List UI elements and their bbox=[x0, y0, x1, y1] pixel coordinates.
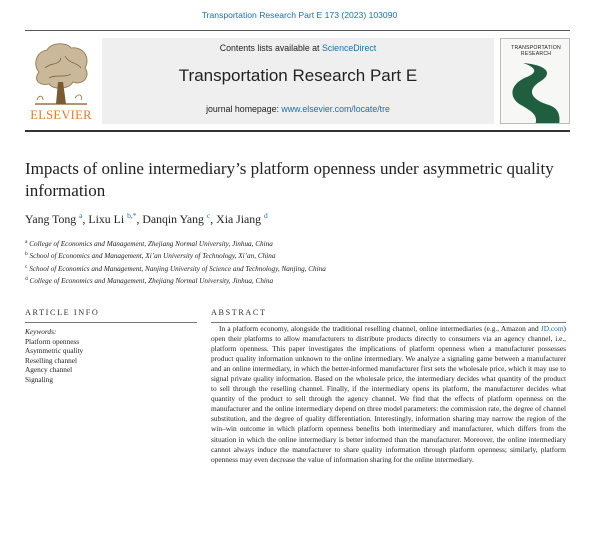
author-separator: , bbox=[210, 212, 217, 226]
affiliation bbox=[25, 262, 326, 274]
contents-line bbox=[102, 43, 494, 53]
keyword: Signaling bbox=[25, 374, 53, 384]
cover-road-graphic-icon bbox=[501, 39, 570, 124]
masthead-center bbox=[102, 38, 494, 124]
abstract-heading: ABSTRACT bbox=[211, 308, 267, 317]
elsevier-wordmark: ELSEVIER bbox=[30, 108, 92, 122]
article-info-rule bbox=[25, 322, 197, 323]
author-affil-mark[interactable]: d bbox=[264, 211, 268, 220]
keywords-label: Keywords: bbox=[25, 327, 57, 336]
keyword: Asymmetric quality bbox=[25, 346, 84, 356]
homepage-line bbox=[102, 104, 494, 114]
journal-cover-thumbnail[interactable] bbox=[500, 38, 570, 124]
author-name: Danqin Yang bbox=[142, 212, 204, 226]
author-name: Lixu Li bbox=[88, 212, 125, 226]
author[interactable] bbox=[88, 212, 136, 226]
homepage-prefix: journal homepage: bbox=[206, 104, 282, 114]
author-separator: , bbox=[136, 212, 143, 226]
abstract-text-start: In a platform economy, alongside the traditional reselling channel, online intermediaries (e.g., Amazon and bbox=[219, 324, 541, 333]
article-info-heading: ARTICLE INFO bbox=[25, 308, 100, 317]
abstract-text-rest: ) open their platforms to allow manufacturers to distribute products directly to consumers via an agency channel, i.e., platform openness. This paper investigates the implications of platform openness when a manufacturer possesses product quality information unknown to the online intermediary. We analyze a signaling game between a manufacturer and an online intermediary, in which the better-informed manufacturer first sets the wholesale price, which it may use to signal private quality information. Based on the wholesale price, the intermediary decides what quantity of the product to sell through the reselling channel. Finally, if the intermediary opens its platform, the manufacturer decides what quantity of the product to sell through the agency channel. We find that the effects of platform openness on the manufacturer and the online intermediary depend on three model parameters: the commission rate, the degree of channel substitution, and the degree of quality differentiation. Interestingly, information sharing may narrow the region of the win–win outcome in which platform openness benefits both intermediary and manufacturer, which differs from the situation in which the online intermediary is better informed than the manufacturer. Moreover, the online intermediary cannot always induce the manufacturer to share quality information through platform openness; similarly, platform openness may even decrease the value of information sharing for the online intermediary. bbox=[211, 324, 566, 464]
affiliation-mark: b bbox=[25, 251, 28, 258]
author-list bbox=[25, 211, 268, 227]
author-name: Xia Jiang bbox=[216, 212, 262, 226]
author-affil-mark[interactable]: b,* bbox=[127, 211, 137, 220]
affiliation-list bbox=[25, 237, 326, 287]
keyword: Reselling channel bbox=[25, 355, 78, 365]
author[interactable] bbox=[216, 212, 268, 226]
keywords-block bbox=[25, 327, 83, 385]
author-affil-mark[interactable]: a bbox=[79, 211, 83, 220]
contents-prefix: Contents lists available at bbox=[219, 43, 322, 53]
cover-title-line1: TRANSPORTATION bbox=[511, 45, 561, 51]
masthead-bottom-rule bbox=[25, 130, 570, 132]
author-name: Yang Tong bbox=[25, 212, 77, 226]
journal-title: Transportation Research Part E bbox=[178, 66, 418, 85]
affiliation-mark: c bbox=[25, 263, 28, 270]
author-separator: , bbox=[82, 212, 89, 226]
author[interactable] bbox=[25, 212, 82, 226]
jd-link[interactable]: JD.com bbox=[540, 324, 564, 333]
cover-title-line2: RESEARCH bbox=[520, 51, 552, 57]
affiliation-text: College of Economics and Management, Zhejiang Normal University, Jinhua, China bbox=[29, 277, 274, 286]
journal-homepage-link[interactable]: www.elsevier.com/locate/tre bbox=[281, 104, 390, 114]
affiliation bbox=[25, 249, 326, 261]
affiliation bbox=[25, 274, 326, 286]
affiliation-text: College of Economics and Management, Zhejiang Normal University, Jinhua, China bbox=[29, 240, 273, 248]
author[interactable] bbox=[142, 212, 210, 226]
sciencedirect-link[interactable]: ScienceDirect bbox=[321, 43, 377, 53]
affiliation-text: School of Economics and Management, Xi’an University of Technology, Xi’an, China bbox=[29, 252, 276, 261]
keyword: Platform openness bbox=[25, 336, 80, 346]
article-title: Impacts of online intermediary’s platform openness under asymmetric quality information bbox=[25, 159, 554, 200]
author-affil-mark[interactable]: c bbox=[206, 211, 211, 220]
journal-reference[interactable]: Transportation Research Part E 173 (2023) 103090 bbox=[201, 10, 398, 20]
abstract-rule bbox=[211, 322, 566, 323]
abstract-body bbox=[211, 324, 566, 465]
affiliation-mark: a bbox=[25, 239, 28, 245]
affiliation-mark: d bbox=[25, 276, 28, 283]
masthead-top-rule bbox=[25, 30, 570, 31]
affiliation-text: School of Economics and Management, Nanjing University of Science and Technology, Nanjing, China bbox=[29, 264, 326, 273]
affiliation bbox=[25, 237, 326, 249]
keyword: Agency channel bbox=[25, 365, 73, 375]
